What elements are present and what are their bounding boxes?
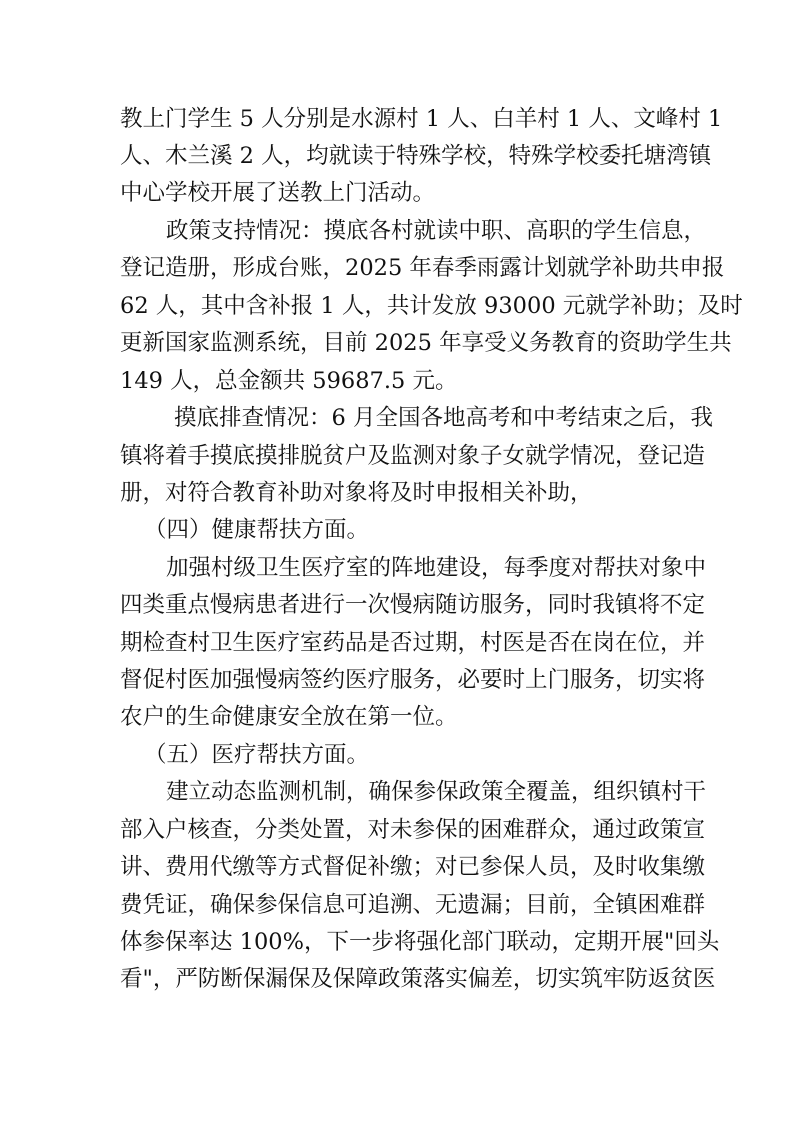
text-line: 建立动态监测机制，确保参保政策全覆盖，组织镇村干 bbox=[166, 779, 707, 805]
text-line: 农户的生命健康安全放在第一位。 bbox=[120, 704, 458, 730]
text-line: 更新国家监测系统，目前 2025 年享受义务教育的资助学生共 bbox=[120, 330, 732, 356]
text-line: 督促村医加强慢病签约医疗服务，必要时上门服务，切实将 bbox=[120, 667, 706, 693]
text-line: 政策支持情况：摸底各村就读中职、高职的学生信息， bbox=[166, 218, 707, 244]
text-line: 讲、费用代缴等方式督促补缴；对已参保人员，及时收集缴 bbox=[120, 854, 706, 880]
section-heading: （五）医疗帮扶方面。 bbox=[144, 742, 370, 768]
text-line: 镇将着手摸底摸排脱贫户及监测对象子女就学情况，登记造 bbox=[120, 443, 706, 469]
text-line: 摸底排查情况：6 月全国各地高考和中考结束之后，我 bbox=[174, 405, 713, 431]
text-line: 体参保率达 100%，下一步将强化部门联动，定期开展"回头 bbox=[120, 929, 720, 955]
text-line: 加强村级卫生医疗室的阵地建设，每季度对帮扶对象中 bbox=[166, 555, 707, 581]
text-line: 149 人，总金额共 59687.5 元。 bbox=[120, 368, 458, 394]
text-line: 中心学校开展了送教上门活动。 bbox=[120, 180, 436, 206]
section-heading: （四）健康帮扶方面。 bbox=[144, 517, 370, 543]
text-line: 看"，严防断保漏保及保障政策落实偏差，切实筑牢防返贫医 bbox=[120, 966, 716, 992]
text-line: 教上门学生 5 人分别是水源村 1 人、白羊村 1 人、文峰村 1 bbox=[120, 106, 723, 132]
text-line: 部入户核查，分类处置，对未参保的困难群众，通过政策宣 bbox=[120, 817, 706, 843]
text-line: 期检查村卫生医疗室药品是否过期，村医是否在岗在位，并 bbox=[120, 630, 706, 656]
text-line: 四类重点慢病患者进行一次慢病随访服务，同时我镇将不定 bbox=[120, 592, 706, 618]
text-line: 费凭证，确保参保信息可追溯、无遗漏；目前，全镇困难群 bbox=[120, 892, 706, 918]
text-line: 册，对符合教育补助对象将及时申报相关补助， bbox=[120, 480, 593, 506]
text-line: 登记造册，形成台账，2025 年春季雨露计划就学补助共申报 bbox=[120, 255, 725, 281]
text-line: 人、木兰溪 2 人，均就读于特殊学校，特殊学校委托塘湾镇 bbox=[120, 143, 712, 169]
text-line: 62 人，其中含补报 1 人，共计发放 93000 元就学补助；及时 bbox=[120, 293, 743, 319]
